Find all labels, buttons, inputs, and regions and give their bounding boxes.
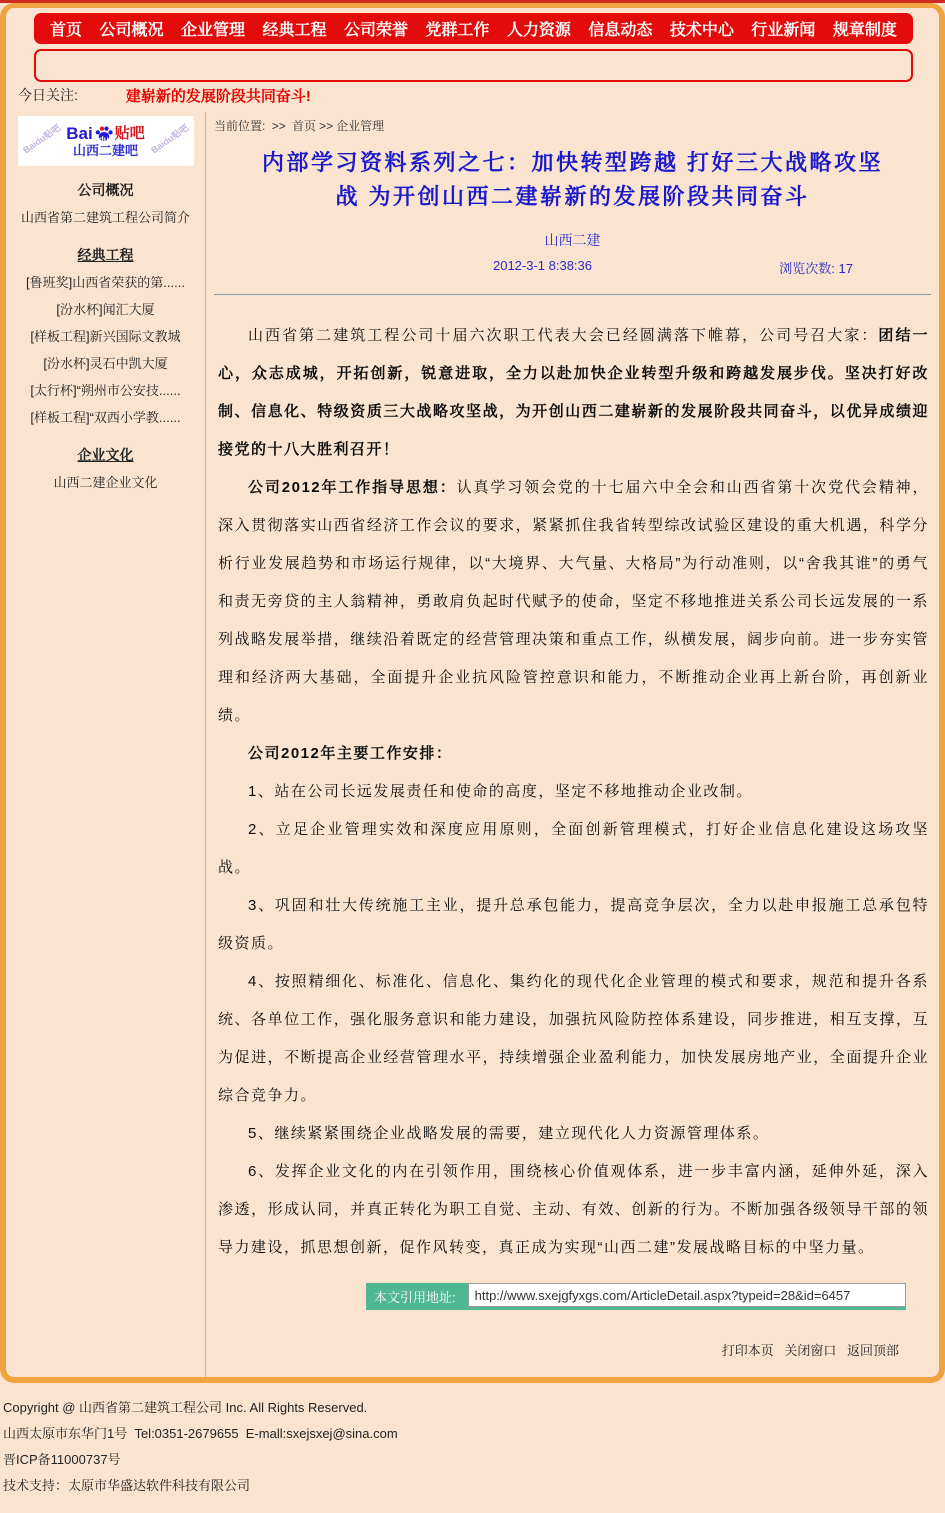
- content-area: [6, 112, 939, 1377]
- nav-item-party-work[interactable]: 党群工作: [425, 22, 490, 39]
- footer-tech-support: 技术支持：太原市华盛达软件科技有限公司: [3, 1478, 251, 1493]
- article-paragraph: 5、继续紧紧围绕企业战略发展的需要，建立现代化人力资源管理体系。: [248, 1125, 770, 1142]
- sidebar-section-company-overview: [6, 180, 205, 231]
- page-frame: [0, 3, 945, 1383]
- nav-item-technology-center[interactable]: 技术中心: [669, 22, 734, 39]
- tieba-text: 贴吧: [114, 124, 145, 142]
- baidu-bai-text: Bai: [66, 123, 93, 143]
- article-paragraph: 公司2012年主要工作安排：: [248, 745, 453, 762]
- baidu-du-text: du: [98, 134, 109, 144]
- tieba-logo-wordmark: [66, 125, 144, 143]
- nav-item-classic-projects[interactable]: 经典工程: [262, 22, 327, 39]
- back-to-top-link[interactable]: 返回顶部: [846, 1343, 899, 1358]
- breadcrumb-separator: >>: [271, 119, 286, 133]
- article-paragraph: 山西省第二建筑工程公司十届六次职工代表大会已经圆满落下帷幕，公司号召大家：团结一心，众志成城，开拓创新，锐意进取，全力以赴加快企业转型升级和跨越发展步伐。坚决打好改制、信息化、特级资质三大战略攻坚战，为开创山西二建崭新的发展阶段共同奋斗，以优异成绩迎接党的十八大胜利召开！: [218, 327, 929, 458]
- sidebar-item-project-shuozhou[interactable]: [太行杯]“朔州市公安技......: [30, 383, 181, 398]
- page-footer: [0, 1383, 945, 1513]
- article-author: 山西二建: [544, 232, 601, 248]
- sidebar-item-project-wenhui[interactable]: [汾水杯]闻汇大厦: [56, 302, 155, 317]
- nav-item-company-honors[interactable]: 公司荣誉: [343, 22, 408, 39]
- sidebar-item-project-xinxing[interactable]: [样板工程]新兴国际文教城: [30, 329, 181, 344]
- page-title: 内部学习资料系列之七：加快转型跨越 打好三大战略攻坚战 为开创山西二建崭新的发展阶段共同奋斗: [261, 150, 884, 209]
- sidebar: [6, 112, 206, 1377]
- close-window-link[interactable]: 关闭窗口: [784, 1343, 837, 1358]
- sidebar-heading-corporate-culture: 企业文化: [77, 447, 134, 463]
- print-page-link[interactable]: 打印本页: [721, 1343, 774, 1358]
- tieba-watermark-icon: Baidu贴吧: [149, 122, 191, 156]
- breadcrumb-label: 当前位置:: [214, 119, 266, 133]
- sidebar-heading-classic-projects: 经典工程: [77, 247, 134, 263]
- article-meta-row: [214, 258, 931, 286]
- citation-row: [366, 1283, 906, 1310]
- tieba-bar-name: 山西二建吧: [72, 142, 138, 158]
- breadcrumb: [214, 117, 931, 134]
- sidebar-heading-company-overview: 公司概况: [77, 182, 134, 198]
- ticker-marquee-text: 建崭新的发展阶段共同奋斗!: [125, 87, 311, 105]
- breadcrumb-home-link[interactable]: 首页: [292, 119, 317, 133]
- nav-item-rules-regulations[interactable]: 规章制度: [832, 22, 897, 39]
- sidebar-item-project-luban[interactable]: [鲁班奖]山西省荣获的第......: [26, 275, 185, 290]
- article-paragraph: 2、立足企业管理实效和深度应用原则，全面创新管理模式，打好企业信息化建设这场攻坚战。: [218, 821, 929, 876]
- article-paragraph: 6、发挥企业文化的内在引领作用，围绕核心价值观体系，进一步丰富内涵，延伸外延，深入渗透，形成认同，并真正转化为职工自觉、主动、有效、创新的行为。不断加强各级领导干部的领导力建设，抓思想创新，促作风转变，真正成为实现“山西二建”发展战略目标的中坚力量。: [218, 1163, 929, 1256]
- footer-copyright: Copyright @ 山西省第二建筑工程公司 Inc. All Rights Reserved.: [3, 1400, 368, 1415]
- article-actions: [214, 1340, 899, 1359]
- main-navbar: [34, 13, 913, 44]
- nav-item-company-overview[interactable]: 公司概况: [99, 22, 164, 39]
- citation-url-input[interactable]: [468, 1283, 906, 1307]
- sidebar-section-classic-projects: [6, 245, 205, 431]
- footer-contact: 山西太原市东华门1号 Tel:0351-2679655 E-mall:sxejsxej@sina.com: [3, 1426, 398, 1441]
- breadcrumb-separator: >>: [319, 119, 334, 133]
- article-date: 2012-3-1 8:38:36: [492, 258, 593, 273]
- sidebar-item-project-lingshi[interactable]: [汾水杯]灵石中凯大厦: [43, 356, 168, 371]
- submenu-box: [34, 49, 913, 82]
- nav-item-enterprise-management[interactable]: 企业管理: [180, 22, 245, 39]
- baidu-tieba-logo[interactable]: [18, 116, 194, 166]
- nav-item-information-news[interactable]: 信息动态: [588, 22, 653, 39]
- nav-item-industry-news[interactable]: 行业新闻: [751, 22, 816, 39]
- nav-item-home[interactable]: 首页: [50, 22, 83, 39]
- article-paragraph: 3、巩固和壮大传统施工主业，提升总承包能力，提高竞争层次，全力以赴申报施工总承包特级资质。: [218, 897, 929, 952]
- sidebar-section-corporate-culture: [6, 445, 205, 496]
- article-paragraph: 4、按照精细化、标准化、信息化、集约化的现代化企业管理的模式和要求，规范和提升各系统、各单位工作，强化服务意识和能力建设，加强抗风险防控体系建设，同步推进，相互支撑，互为促进，不断提高企业经营管理水平，持续增强企业盈利能力，加快发展房地产业，全面提升企业综合竞争力。: [218, 973, 929, 1104]
- footer-icp: 晋ICP备11000737号: [3, 1452, 121, 1467]
- article-paragraph: 1、站在公司长远发展责任和使命的高度，坚定不移地推动企业改制。: [248, 783, 753, 800]
- ticker-label: 今日关注:: [18, 87, 78, 103]
- article-body: [214, 295, 931, 1267]
- article-paragraph: 公司2012年工作指导思想：认真学习领会党的十七届六中全会和山西省第十次党代会精神，深入贯彻落实山西省经济工作会议的要求，紧紧抓住我省转型综改试验区建设的重大机遇，科学分析行业发展趋势和市场运行规律，以“大境界、大气量、大格局”为行动准则，以“舍我其谁”的勇气和责无旁贷的主人翁精神，勇敢肩负起时代赋予的使命，坚定不移地推进关系公司长远发展的一系列战略发展举措，继续沿着既定的经营管理决策和重点工作，纵横发展，阔步向前。进一步夯实管理和经济两大基础，全面提升企业抗风险管控意识和能力，不断推动企业再上新台阶，再创新业绩。: [218, 479, 929, 724]
- article-views: 浏览次数: 17: [779, 261, 853, 276]
- breadcrumb-current-link[interactable]: 企业管理: [336, 119, 385, 133]
- ticker-row: [6, 82, 939, 108]
- main-column: [206, 112, 939, 1377]
- nav-item-human-resources[interactable]: 人力资源: [506, 22, 571, 39]
- tieba-watermark-icon: Baidu贴吧: [20, 122, 62, 156]
- paw-print-icon: [94, 125, 114, 143]
- citation-label: 本文引用地址:: [374, 1290, 456, 1305]
- sidebar-item-project-shuangxi[interactable]: [样板工程]“双西小学教......: [30, 410, 181, 425]
- sidebar-item-company-intro[interactable]: 山西省第二建筑工程公司简介: [20, 210, 190, 225]
- sidebar-item-corporate-culture[interactable]: 山西二建企业文化: [53, 475, 158, 490]
